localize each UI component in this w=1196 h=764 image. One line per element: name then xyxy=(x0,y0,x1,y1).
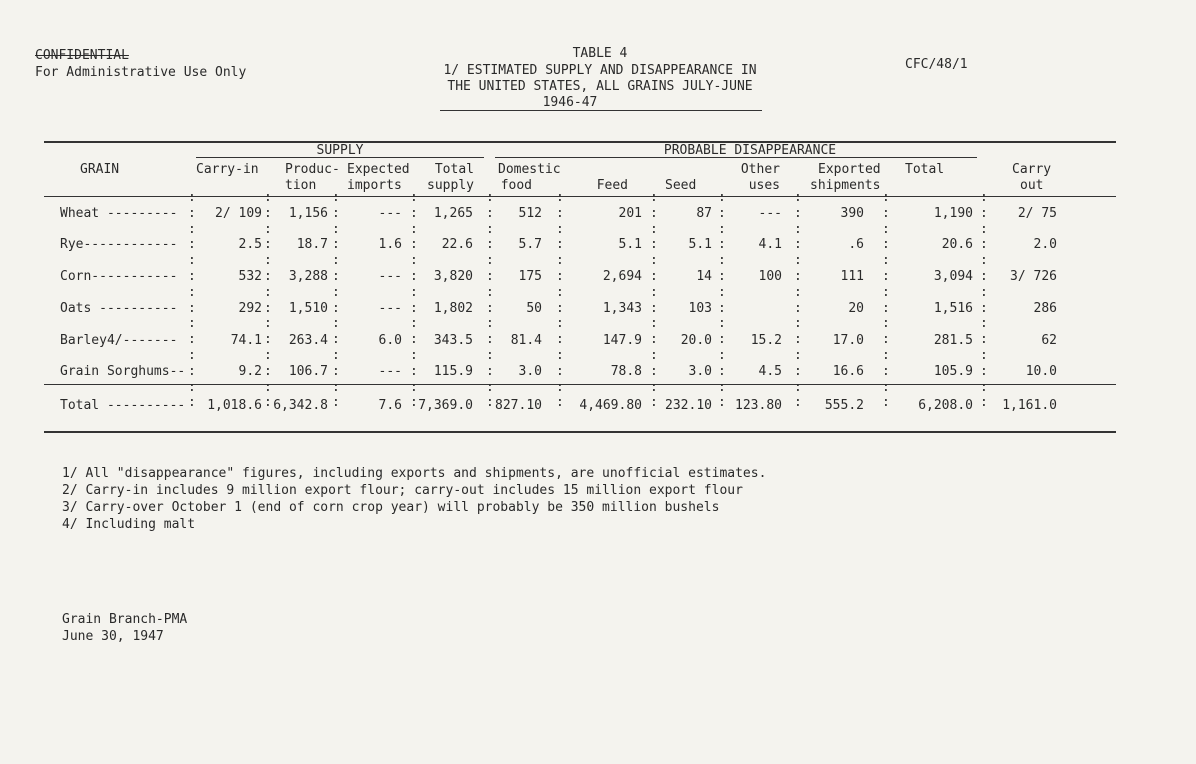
column-separator: : xyxy=(188,380,196,395)
column-separator: : xyxy=(882,332,890,347)
cell-seed: 5.1 xyxy=(688,237,712,252)
cell-total: 281.5 xyxy=(933,333,973,348)
column-separator: : xyxy=(264,190,272,205)
column-separator: : xyxy=(882,348,890,363)
column-separator: : xyxy=(980,380,988,395)
column-separator: : xyxy=(556,332,564,347)
col-header-imports-1: Expected xyxy=(347,162,410,177)
column-separator: : xyxy=(264,253,272,268)
column-separator: : xyxy=(556,301,564,316)
column-separator: : xyxy=(486,316,494,331)
cell-grain: Corn----------- xyxy=(60,269,178,284)
column-separator: : xyxy=(650,206,658,221)
col-header-supply-1: Total xyxy=(434,162,474,177)
table-title-line1: 1/ ESTIMATED SUPPLY AND DISAPPEARANCE IN xyxy=(443,63,757,78)
column-separator: : xyxy=(980,206,988,221)
column-separator: : xyxy=(556,285,564,300)
column-separator: : xyxy=(556,269,564,284)
column-separator: : xyxy=(718,332,726,347)
column-separator: : xyxy=(980,301,988,316)
cell-total: 3,094 xyxy=(933,269,973,284)
column-separator: : xyxy=(718,348,726,363)
cell-production: 106.7 xyxy=(288,364,328,379)
column-separator: : xyxy=(650,222,658,237)
column-separator: : xyxy=(882,316,890,331)
column-separator: : xyxy=(332,364,340,379)
column-separator: : xyxy=(882,222,890,237)
cell-other: 4.1 xyxy=(758,237,782,252)
cell-production: 1,510 xyxy=(288,301,328,316)
col-header-domestic-2: food xyxy=(500,178,532,193)
cell-production: 18.7 xyxy=(296,237,328,252)
footnote-4: 4/ Including malt xyxy=(62,517,196,532)
column-separator: : xyxy=(410,316,418,331)
cell-carry-in: 2/ 109 xyxy=(215,206,262,221)
column-separator: : xyxy=(980,190,988,205)
cell-other: 100 xyxy=(758,269,782,284)
cell-seed: 232.10 xyxy=(665,398,712,413)
column-separator: : xyxy=(718,222,726,237)
cell-supply: 115.9 xyxy=(433,364,473,379)
column-separator: : xyxy=(794,237,802,252)
col-header-feed: Feed xyxy=(596,178,628,193)
column-separator: : xyxy=(332,348,340,363)
column-separator: : xyxy=(556,364,564,379)
column-separator: : xyxy=(650,285,658,300)
cell-carry-out: 2/ 75 xyxy=(1017,206,1057,221)
column-separator: : xyxy=(882,237,890,252)
cell-supply: 22.6 xyxy=(441,237,473,252)
cell-supply: 343.5 xyxy=(433,333,473,348)
cell-grain: Total ---------- xyxy=(60,398,186,413)
column-separator: : xyxy=(332,285,340,300)
cell-grain: Grain Sorghums-- xyxy=(60,364,186,379)
cell-imports: 6.0 xyxy=(378,333,402,348)
column-separator: : xyxy=(556,206,564,221)
column-separator: : xyxy=(410,253,418,268)
cell-carry-in: 9.2 xyxy=(238,364,262,379)
cell-imports: --- xyxy=(378,206,402,221)
column-separator: : xyxy=(794,253,802,268)
column-separator: : xyxy=(332,237,340,252)
column-separator: : xyxy=(556,395,564,410)
cell-grain: Barley4/------- xyxy=(60,333,178,348)
cell-feed: 78.8 xyxy=(610,364,642,379)
cell-carry-out: 3/ 726 xyxy=(1010,269,1057,284)
cell-grain: Rye------------ xyxy=(60,237,178,252)
column-separator: : xyxy=(486,348,494,363)
column-separator: : xyxy=(718,253,726,268)
column-separator: : xyxy=(486,190,494,205)
cell-other: 15.2 xyxy=(750,333,782,348)
cell-food: 827.10 xyxy=(495,398,542,413)
column-separator: : xyxy=(264,364,272,379)
column-separator: : xyxy=(556,348,564,363)
cell-imports: --- xyxy=(378,301,402,316)
column-separator: : xyxy=(980,332,988,347)
column-separator: : xyxy=(882,380,890,395)
cell-other: 123.80 xyxy=(735,398,782,413)
column-separator: : xyxy=(794,395,802,410)
column-separator: : xyxy=(332,395,340,410)
footer-branch: Grain Branch-PMA xyxy=(62,612,188,627)
col-header-supply-2: supply xyxy=(427,178,474,193)
table-title-line2: THE UNITED STATES, ALL GRAINS JULY-JUNE xyxy=(447,79,753,94)
footer-date: June 30, 1947 xyxy=(62,629,164,644)
column-separator: : xyxy=(332,253,340,268)
supply-group-header: SUPPLY xyxy=(316,143,364,158)
column-separator: : xyxy=(882,253,890,268)
cell-exported: 16.6 xyxy=(832,364,864,379)
column-separator: : xyxy=(410,348,418,363)
document-code: CFC/48/1 xyxy=(905,57,968,72)
column-separator: : xyxy=(650,253,658,268)
col-header-carry-out-2: out xyxy=(1020,178,1044,193)
col-header-total: Total xyxy=(905,162,945,177)
column-separator: : xyxy=(332,222,340,237)
column-separator: : xyxy=(410,364,418,379)
column-separator: : xyxy=(718,190,726,205)
column-separator: : xyxy=(794,348,802,363)
col-header-production-1: Produc- xyxy=(285,162,340,177)
column-separator: : xyxy=(980,285,988,300)
column-separator: : xyxy=(650,301,658,316)
column-separator: : xyxy=(980,364,988,379)
cell-imports: 1.6 xyxy=(378,237,402,252)
column-separator: : xyxy=(264,237,272,252)
col-header-imports-2: imports xyxy=(347,178,402,193)
column-separator: : xyxy=(410,190,418,205)
column-separator: : xyxy=(980,395,988,410)
column-separator: : xyxy=(980,222,988,237)
column-separator: : xyxy=(650,190,658,205)
column-separator: : xyxy=(556,237,564,252)
cell-production: 1,156 xyxy=(288,206,328,221)
column-separator: : xyxy=(650,348,658,363)
column-separator: : xyxy=(980,269,988,284)
footnote-1: 1/ All "disappearance" figures, including exports and shipments, are unofficial estimates. xyxy=(62,466,767,481)
cell-production: 6,342.8 xyxy=(273,398,328,413)
column-separator: : xyxy=(188,222,196,237)
column-separator: : xyxy=(188,253,196,268)
cell-supply: 3,820 xyxy=(433,269,473,284)
cell-carry-out: 62 xyxy=(1041,333,1057,348)
column-separator: : xyxy=(486,301,494,316)
column-separator: : xyxy=(188,316,196,331)
cell-imports: --- xyxy=(378,364,402,379)
column-separator: : xyxy=(882,206,890,221)
cell-exported: .6 xyxy=(848,237,864,252)
column-separator: : xyxy=(794,285,802,300)
column-separator: : xyxy=(410,395,418,410)
column-separator: : xyxy=(410,269,418,284)
cell-supply: 7,369.0 xyxy=(418,398,473,413)
cell-imports: 7.6 xyxy=(378,398,402,413)
cell-carry-in: 2.5 xyxy=(238,237,262,252)
column-separator: : xyxy=(264,269,272,284)
table-title-line3: 1946-47 xyxy=(542,95,598,110)
column-separator: : xyxy=(882,190,890,205)
col-header-grain: GRAIN xyxy=(80,162,120,177)
column-separator: : xyxy=(486,237,494,252)
cell-food: 512 xyxy=(518,206,542,221)
col-header-carry-in: Carry-in xyxy=(196,162,259,177)
cell-total: 1,516 xyxy=(933,301,973,316)
cell-exported: 20 xyxy=(848,301,864,316)
column-separator: : xyxy=(332,332,340,347)
cell-exported: 555.2 xyxy=(824,398,864,413)
cell-carry-out: 286 xyxy=(1033,301,1057,316)
column-separator: : xyxy=(188,364,196,379)
cell-other: 4.5 xyxy=(758,364,782,379)
column-separator: : xyxy=(718,301,726,316)
cell-total: 20.6 xyxy=(941,237,973,252)
column-separator: : xyxy=(650,380,658,395)
col-header-domestic-1: Domestic xyxy=(498,162,561,177)
cell-production: 263.4 xyxy=(288,333,328,348)
cell-exported: 390 xyxy=(840,206,864,221)
column-separator: : xyxy=(650,269,658,284)
column-separator: : xyxy=(718,380,726,395)
column-separator: : xyxy=(486,380,494,395)
column-separator: : xyxy=(264,206,272,221)
cell-food: 50 xyxy=(526,301,542,316)
column-separator: : xyxy=(188,206,196,221)
col-header-exported-2: shipments xyxy=(810,178,881,193)
cell-food: 5.7 xyxy=(518,237,542,252)
column-separator: : xyxy=(188,269,196,284)
col-header-other-2: uses xyxy=(748,178,780,193)
header-bottom-rule xyxy=(44,196,1116,197)
cell-other: --- xyxy=(758,206,782,221)
column-separator: : xyxy=(486,285,494,300)
column-separator: : xyxy=(410,301,418,316)
cell-exported: 111 xyxy=(840,269,864,284)
col-header-production-2: tion xyxy=(285,178,317,193)
column-separator: : xyxy=(486,206,494,221)
column-separator: : xyxy=(264,285,272,300)
column-separator: : xyxy=(556,190,564,205)
column-separator: : xyxy=(332,301,340,316)
col-header-exported-1: Exported xyxy=(818,162,881,177)
cell-supply: 1,265 xyxy=(433,206,473,221)
column-separator: : xyxy=(486,269,494,284)
cell-feed: 4,469.80 xyxy=(579,398,642,413)
column-separator: : xyxy=(980,237,988,252)
cell-feed: 2,694 xyxy=(602,269,642,284)
column-separator: : xyxy=(718,269,726,284)
cell-carry-out: 10.0 xyxy=(1025,364,1057,379)
column-separator: : xyxy=(188,332,196,347)
footnote-3: 3/ Carry-over October 1 (end of corn crop year) will probably be 350 million bushels xyxy=(62,500,720,515)
column-separator: : xyxy=(882,269,890,284)
column-separator: : xyxy=(188,190,196,205)
column-separator: : xyxy=(486,332,494,347)
cell-production: 3,288 xyxy=(288,269,328,284)
column-separator: : xyxy=(794,206,802,221)
column-separator: : xyxy=(980,348,988,363)
cell-feed: 5.1 xyxy=(618,237,642,252)
column-separator: : xyxy=(410,222,418,237)
column-separator: : xyxy=(794,269,802,284)
column-separator: : xyxy=(794,316,802,331)
column-separator: : xyxy=(264,348,272,363)
column-separator: : xyxy=(188,237,196,252)
cell-seed: 103 xyxy=(688,301,712,316)
column-separator: : xyxy=(410,285,418,300)
cell-carry-in: 74.1 xyxy=(230,333,262,348)
column-separator: : xyxy=(486,395,494,410)
column-separator: : xyxy=(264,380,272,395)
column-separator: : xyxy=(410,332,418,347)
column-separator: : xyxy=(980,253,988,268)
column-separator: : xyxy=(410,380,418,395)
cell-exported: 17.0 xyxy=(832,333,864,348)
column-separator: : xyxy=(718,316,726,331)
column-separator: : xyxy=(718,364,726,379)
column-separator: : xyxy=(188,395,196,410)
column-separator: : xyxy=(718,395,726,410)
cell-carry-in: 292 xyxy=(238,301,262,316)
column-separator: : xyxy=(486,222,494,237)
column-separator: : xyxy=(718,237,726,252)
cell-seed: 3.0 xyxy=(688,364,712,379)
footnote-2: 2/ Carry-in includes 9 million export flour; carry-out includes 15 million export flour xyxy=(62,483,743,498)
confidential-label: CONFIDENTIAL xyxy=(35,48,129,63)
column-separator: : xyxy=(332,380,340,395)
table-bottom-rule xyxy=(44,431,1116,433)
column-separator: : xyxy=(332,206,340,221)
disappearance-group-header: PROBABLE DISAPPEARANCE xyxy=(663,143,837,158)
column-separator: : xyxy=(188,301,196,316)
total-top-rule xyxy=(44,384,1116,385)
cell-food: 3.0 xyxy=(518,364,542,379)
table-number: TABLE 4 xyxy=(572,46,628,61)
column-separator: : xyxy=(556,316,564,331)
col-header-other-1: Other xyxy=(740,162,780,177)
column-separator: : xyxy=(794,301,802,316)
admin-use-label: For Administrative Use Only xyxy=(35,65,247,80)
column-separator: : xyxy=(264,301,272,316)
column-separator: : xyxy=(556,253,564,268)
column-separator: : xyxy=(794,222,802,237)
column-separator: : xyxy=(332,190,340,205)
cell-supply: 1,802 xyxy=(433,301,473,316)
column-separator: : xyxy=(794,364,802,379)
column-separator: : xyxy=(794,190,802,205)
column-separator: : xyxy=(718,285,726,300)
column-separator: : xyxy=(332,269,340,284)
column-separator: : xyxy=(882,395,890,410)
column-separator: : xyxy=(264,222,272,237)
cell-total: 1,190 xyxy=(933,206,973,221)
cell-grain: Oats ---------- xyxy=(60,301,178,316)
column-separator: : xyxy=(882,301,890,316)
column-separator: : xyxy=(556,222,564,237)
column-separator: : xyxy=(188,285,196,300)
cell-seed: 87 xyxy=(696,206,712,221)
cell-feed: 147.9 xyxy=(602,333,642,348)
column-separator: : xyxy=(264,316,272,331)
column-separator: : xyxy=(556,380,564,395)
column-separator: : xyxy=(410,206,418,221)
column-separator: : xyxy=(650,316,658,331)
cell-feed: 1,343 xyxy=(602,301,642,316)
cell-seed: 14 xyxy=(696,269,712,284)
column-separator: : xyxy=(794,332,802,347)
cell-carry-in: 532 xyxy=(238,269,262,284)
column-separator: : xyxy=(264,332,272,347)
column-separator: : xyxy=(794,380,802,395)
cell-seed: 20.0 xyxy=(680,333,712,348)
column-separator: : xyxy=(650,364,658,379)
cell-carry-in: 1,018.6 xyxy=(207,398,262,413)
column-separator: : xyxy=(486,253,494,268)
column-separator: : xyxy=(410,237,418,252)
column-separator: : xyxy=(650,395,658,410)
column-separator: : xyxy=(650,237,658,252)
title-underline xyxy=(440,110,762,111)
cell-carry-out: 2.0 xyxy=(1033,237,1057,252)
cell-grain: Wheat --------- xyxy=(60,206,178,221)
column-separator: : xyxy=(882,364,890,379)
cell-food: 175 xyxy=(518,269,542,284)
cell-total: 105.9 xyxy=(933,364,973,379)
cell-food: 81.4 xyxy=(510,333,542,348)
column-separator: : xyxy=(332,316,340,331)
col-header-carry-out-1: Carry xyxy=(1012,162,1052,177)
column-separator: : xyxy=(882,285,890,300)
cell-carry-out: 1,161.0 xyxy=(1002,398,1057,413)
column-separator: : xyxy=(486,364,494,379)
column-separator: : xyxy=(650,332,658,347)
cell-total: 6,208.0 xyxy=(918,398,973,413)
column-separator: : xyxy=(264,395,272,410)
column-separator: : xyxy=(188,348,196,363)
cell-feed: 201 xyxy=(618,206,642,221)
column-separator: : xyxy=(718,206,726,221)
col-header-seed: Seed xyxy=(665,178,697,193)
column-separator: : xyxy=(980,316,988,331)
cell-imports: --- xyxy=(378,269,402,284)
